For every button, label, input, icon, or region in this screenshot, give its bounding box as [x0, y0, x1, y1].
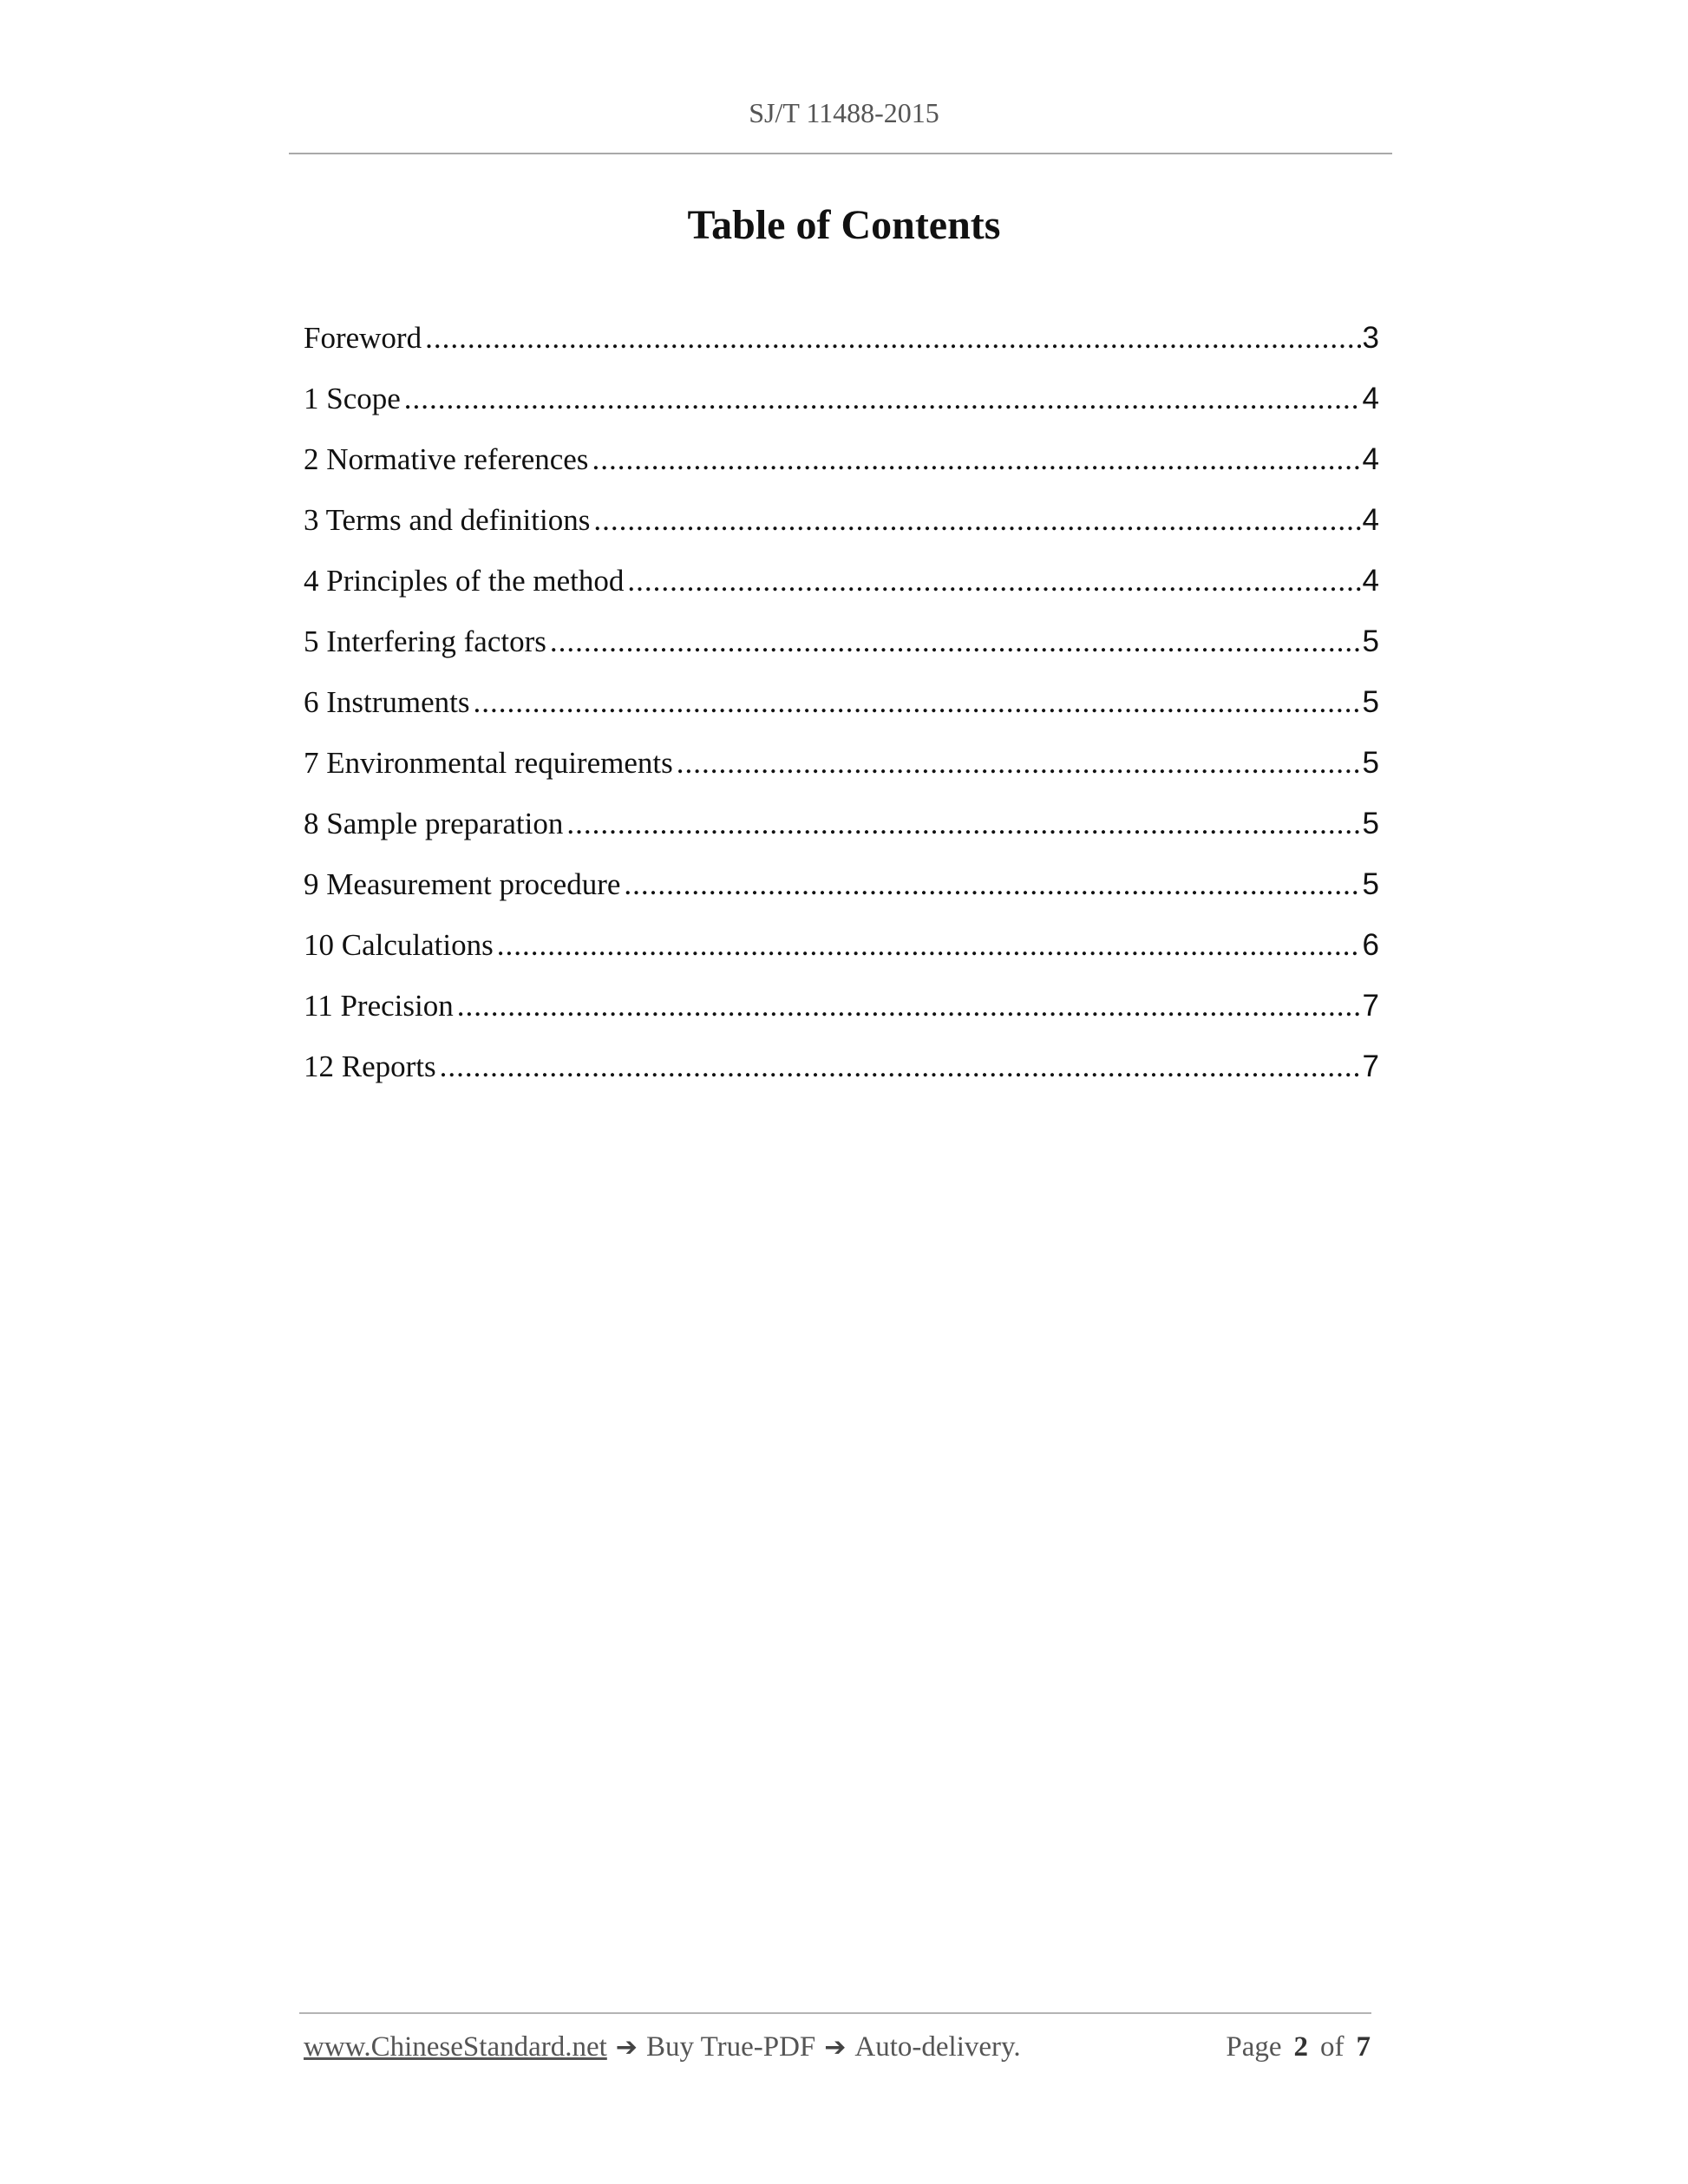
toc-dot-leader [404, 376, 1361, 422]
toc-entry-interfering-factors[interactable] [304, 619, 1379, 680]
current-page-number: 2 [1293, 2031, 1308, 2063]
toc-list [304, 316, 1379, 1105]
toc-dot-leader [592, 437, 1360, 482]
toc-dot-leader [474, 680, 1361, 725]
total-page-count: 7 [1356, 2031, 1371, 2063]
toc-entry-page: 5 [1362, 807, 1379, 840]
toc-entry-normative-references[interactable] [304, 437, 1379, 498]
toc-dot-leader [497, 923, 1361, 968]
toc-entry-principles-of-the-method[interactable] [304, 559, 1379, 619]
toc-dot-leader [677, 741, 1361, 786]
toc-entry-instruments[interactable] [304, 680, 1379, 741]
toc-entry-label: Foreword [304, 321, 422, 355]
arrow-right-icon: ➔ [824, 2032, 847, 2063]
toc-entry-page: 4 [1362, 442, 1379, 476]
toc-entry-sample-preparation[interactable] [304, 801, 1379, 862]
toc-entry-page: 4 [1362, 382, 1379, 415]
toc-entry-label: 8 Sample preparation [304, 807, 564, 840]
toc-entry-scope[interactable] [304, 376, 1379, 437]
buy-true-pdf-text: Buy True-PDF [645, 2031, 816, 2063]
toc-entry-page: 3 [1362, 321, 1379, 355]
toc-entry-label: 7 Environmental requirements [304, 746, 673, 780]
auto-delivery-text: Auto-delivery. [854, 2031, 1021, 2063]
toc-entry-precision[interactable] [304, 984, 1379, 1044]
toc-entry-label: 9 Measurement procedure [304, 867, 621, 901]
toc-entry-label: 3 Terms and definitions [304, 503, 591, 537]
toc-entry-page: 4 [1362, 564, 1379, 598]
toc-entry-foreword[interactable] [304, 316, 1379, 376]
toc-entry-label: 12 Reports [304, 1049, 436, 1083]
toc-entry-label: 5 Interfering factors [304, 624, 546, 658]
toc-entry-label: 2 Normative references [304, 442, 589, 476]
toc-entry-measurement-procedure[interactable] [304, 862, 1379, 923]
toc-dot-leader [624, 862, 1360, 907]
toc-entry-label: 6 Instruments [304, 685, 470, 719]
of-word: of [1320, 2031, 1345, 2063]
page-number-indicator [1226, 2031, 1371, 2063]
toc-entry-terms-and-definitions[interactable] [304, 498, 1379, 559]
toc-dot-leader [425, 316, 1360, 361]
footer-purchase-path [304, 2031, 1021, 2063]
toc-dot-leader [440, 1044, 1361, 1089]
toc-entry-page: 5 [1362, 746, 1379, 780]
toc-dot-leader [457, 984, 1361, 1029]
arrow-right-icon: ➔ [615, 2032, 638, 2063]
site-link[interactable]: www.ChineseStandard.net [304, 2031, 607, 2063]
toc-dot-leader [566, 801, 1360, 847]
toc-entry-label: 4 Principles of the method [304, 564, 625, 598]
toc-dot-leader [627, 559, 1360, 604]
toc-entry-page: 5 [1362, 867, 1379, 901]
page-word: Page [1226, 2031, 1282, 2063]
toc-entry-page: 5 [1362, 685, 1379, 719]
page-footer [304, 2031, 1371, 2063]
toc-dot-leader [593, 498, 1360, 543]
toc-entry-page: 7 [1362, 989, 1379, 1023]
toc-entry-page: 5 [1362, 624, 1379, 658]
toc-entry-environmental-requirements[interactable] [304, 741, 1379, 801]
toc-entry-page: 7 [1362, 1049, 1379, 1083]
header-divider [289, 153, 1392, 154]
toc-dot-leader [550, 619, 1361, 664]
toc-entry-page: 6 [1362, 928, 1379, 962]
toc-entry-reports[interactable] [304, 1044, 1379, 1105]
toc-entry-label: 11 Precision [304, 989, 454, 1023]
document-code-header: SJ/T 11488-2015 [749, 97, 939, 128]
toc-entry-page: 4 [1362, 503, 1379, 537]
toc-entry-label: 1 Scope [304, 382, 401, 415]
footer-divider [299, 2012, 1371, 2014]
toc-entry-label: 10 Calculations [304, 928, 494, 962]
toc-entry-calculations[interactable] [304, 923, 1379, 984]
toc-title: Table of Contents [687, 202, 1001, 248]
